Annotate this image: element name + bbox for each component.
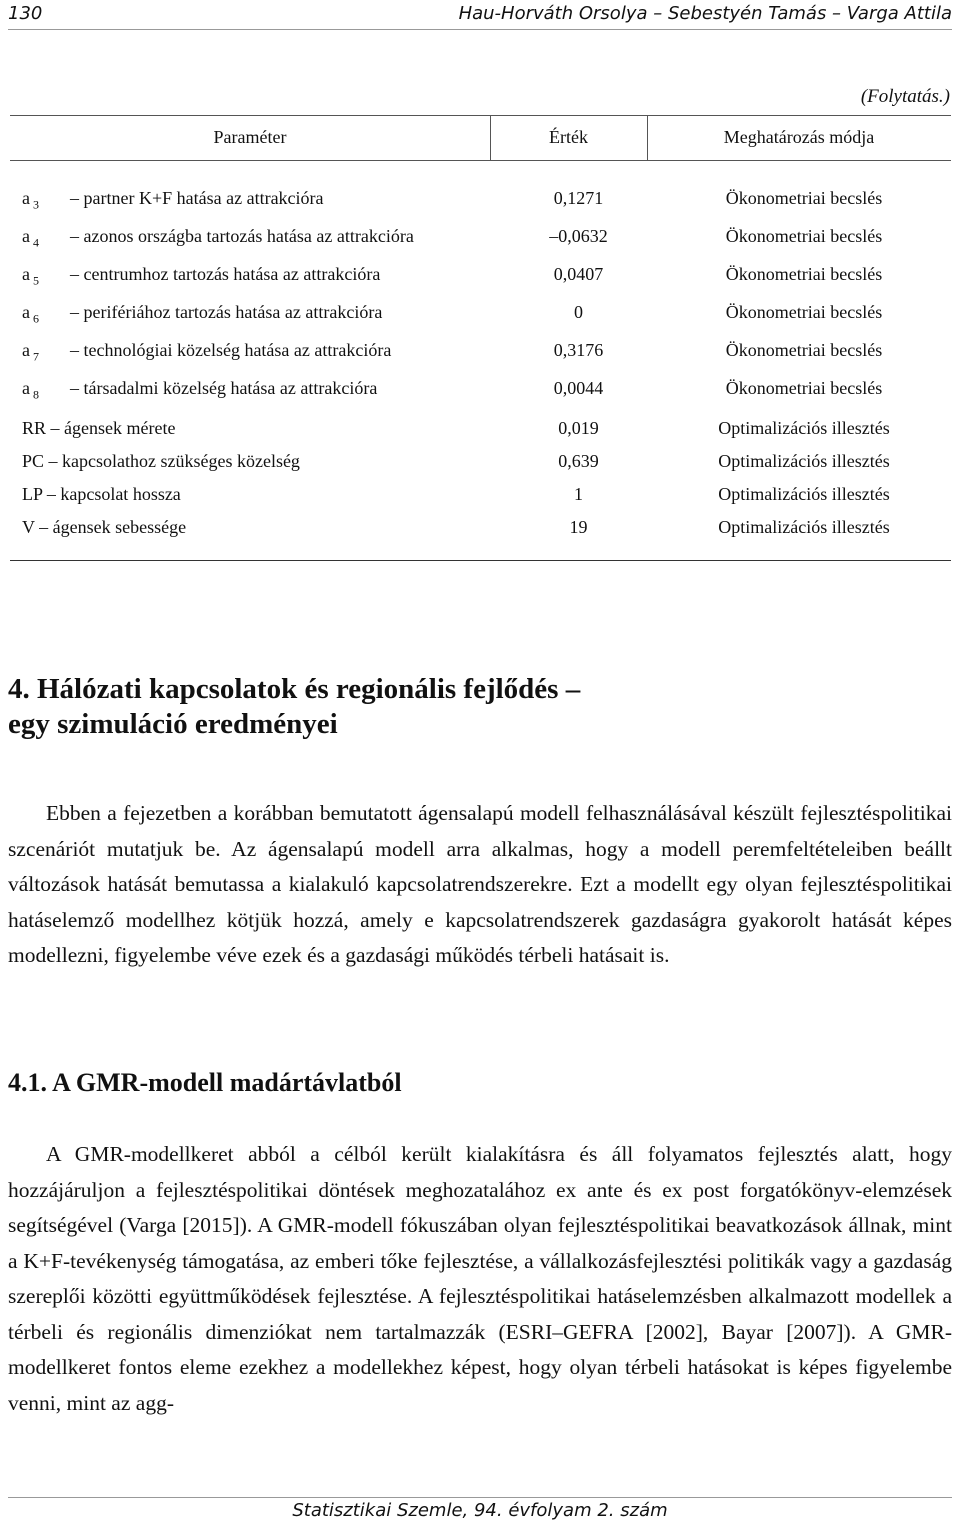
footer-rule	[8, 1497, 952, 1498]
section-paragraph: Ebben a fejezetben a korábban bemutatott ágensalapú modell felhasználásával készült fejlesztéspolitikai szcenáriót mutatjuk be. Az ágensalapú modell arra alkalmas, hogy a modell peremfeltételeiben beállt változások hatását bemutassa a kialakuló kapcsolatrendszerekre. Ezt a modellt egy olyan fejlesztéspolitikai hatáselemző modellhez kötjük hozzá, amely e kapcsolatrendszerek gazdaságra gyakorolt hatását képes modellezni, figyelembe véve ezek és a gazdasági működés térbeli hatásait is.	[8, 801, 952, 967]
table-cell-method: Ökonometriai becslés	[725, 188, 883, 208]
parameter-description: – társadalmi közelség hatása az attrakcióra	[70, 378, 378, 398]
table-cell-value: 0,019	[558, 418, 599, 438]
section-heading	[8, 672, 948, 742]
parameter-symbol: a $_3$	[22, 188, 39, 212]
table-cell-parameter	[22, 484, 181, 505]
parameter-symbol: a $_5$	[22, 264, 39, 288]
parameter-description: LP – kapcsolat hossza	[22, 484, 181, 504]
parameter-symbol: a $_4$	[22, 226, 39, 250]
table-cell-parameter	[22, 302, 382, 327]
table-cell-value: 0,639	[558, 451, 599, 471]
parameter-description: RR – ágensek mérete	[22, 418, 176, 438]
parameter-description: – perifériához tartozás hatása az attrakcióra	[70, 302, 383, 322]
table-cell-method: Ökonometriai becslés	[725, 378, 883, 398]
table-bottom-rule	[10, 560, 951, 561]
table-cell-method: Ökonometriai becslés	[725, 340, 883, 360]
table-cell-value: 0,0044	[553, 378, 604, 398]
table-cell-method: Ökonometriai becslés	[725, 226, 883, 246]
table-cell-value: 0,1271	[553, 188, 604, 208]
table-cell-parameter	[22, 340, 391, 365]
table-cell-parameter	[22, 451, 300, 472]
table-cell-value: 0	[574, 302, 583, 322]
table-header-value: Érték	[549, 127, 588, 147]
table-row	[10, 484, 951, 514]
table-header-method: Meghatározás módja	[723, 127, 875, 147]
parameter-symbol: a $_7$	[22, 340, 39, 364]
table-cell-parameter	[22, 226, 414, 251]
table-row	[10, 517, 951, 547]
section-heading-line2: egy szimuláció eredményei	[8, 708, 338, 740]
table-cell-parameter	[22, 188, 324, 213]
table-top-rule	[10, 115, 951, 116]
table-cell-method: Ökonometriai becslés	[725, 264, 883, 284]
header-rule	[8, 29, 952, 30]
table-row	[10, 340, 951, 370]
table-cell-value: 0,0407	[553, 264, 604, 284]
table-cell-value: 0,3176	[553, 340, 604, 360]
journal-footer: Statisztikai Szemle, 94. évfolyam 2. szám	[292, 1500, 668, 1521]
parameter-description: V – ágensek sebessége	[22, 517, 187, 537]
parameter-symbol: a $_6$	[22, 302, 39, 326]
table-header-rule	[10, 160, 951, 161]
table-cell-value: –0,0632	[549, 226, 608, 246]
table-header-parameter: Paraméter	[213, 127, 287, 147]
table-cell-value: 19	[569, 517, 588, 537]
table-row	[10, 451, 951, 481]
table-cell-parameter	[22, 378, 377, 403]
subsection-heading: 4.1. A GMR-modell madártávlatból	[8, 1068, 402, 1097]
page-number: 130	[8, 3, 43, 24]
table-continued-label: (Folytatás.)	[860, 86, 950, 107]
parameter-description: – technológiai közelség hatása az attrakcióra	[70, 340, 392, 360]
table-cell-method: Optimalizációs illesztés	[718, 451, 890, 471]
table-cell-method: Optimalizációs illesztés	[718, 517, 890, 537]
subsection-paragraph: A GMR-modellkeret abból a célból került kialakításra és áll folyamatos fejlesztés alatt, hogy hozzájáruljon a fejlesztéspolitikai döntések meghozatalához ex ante és ex post forgatókönyv-elemzések segítségével (Varga [2015]). A GMR-modell fókuszában olyan fejlesztéspolitikai beavatkozások állnak, mint a K+F-tevékenység támogatása, az emberi tőke fejlesztése, a vállalkozásfejlesztési politikák vagy a gazdaság szereplői közötti együttműködések fejlesztése. A fejlesztéspolitikai hatáselemzésben alkalmazott modellek a térbeli és regionális dimenziókat nem tartalmazzák (ESRI–GEFRA [2002], Bayar [2007]). A GMR-modellkeret fontos eleme ezekhez a modellekhez képest, hogy olyan térbeli hatásokat is képes figyelembe venni, mint az agg-	[8, 1142, 952, 1415]
parameter-description: – partner K+F hatása az attrakcióra	[70, 188, 324, 208]
parameter-description: – centrumhoz tartozás hatása az attrakcióra	[70, 264, 381, 284]
table-cell-method: Optimalizációs illesztés	[718, 484, 890, 504]
table-cell-value: 1	[574, 484, 583, 504]
table-cell-parameter	[22, 264, 380, 289]
table-cell-parameter	[22, 418, 175, 439]
table-cell-method: Ökonometriai becslés	[725, 302, 883, 322]
table-cell-method: Optimalizációs illesztés	[718, 418, 890, 438]
table-row	[10, 418, 951, 448]
table-row	[10, 302, 951, 332]
table-row	[10, 226, 951, 256]
section-heading-line1: 4. Hálózati kapcsolatok és regionális fejlődés –	[8, 673, 581, 705]
table-row	[10, 264, 951, 294]
running-header	[8, 0, 952, 28]
table-row	[10, 188, 951, 218]
table-row	[10, 378, 951, 408]
parameter-symbol: a $_8$	[22, 378, 39, 402]
table-cell-parameter	[22, 517, 186, 538]
parameter-description: PC – kapcsolathoz szükséges közelség	[22, 451, 300, 471]
header-authors: Hau-Horváth Orsolya – Sebestyén Tamás – Varga Attila	[458, 3, 952, 24]
parameter-description: – azonos országba tartozás hatása az attrakcióra	[70, 226, 414, 246]
